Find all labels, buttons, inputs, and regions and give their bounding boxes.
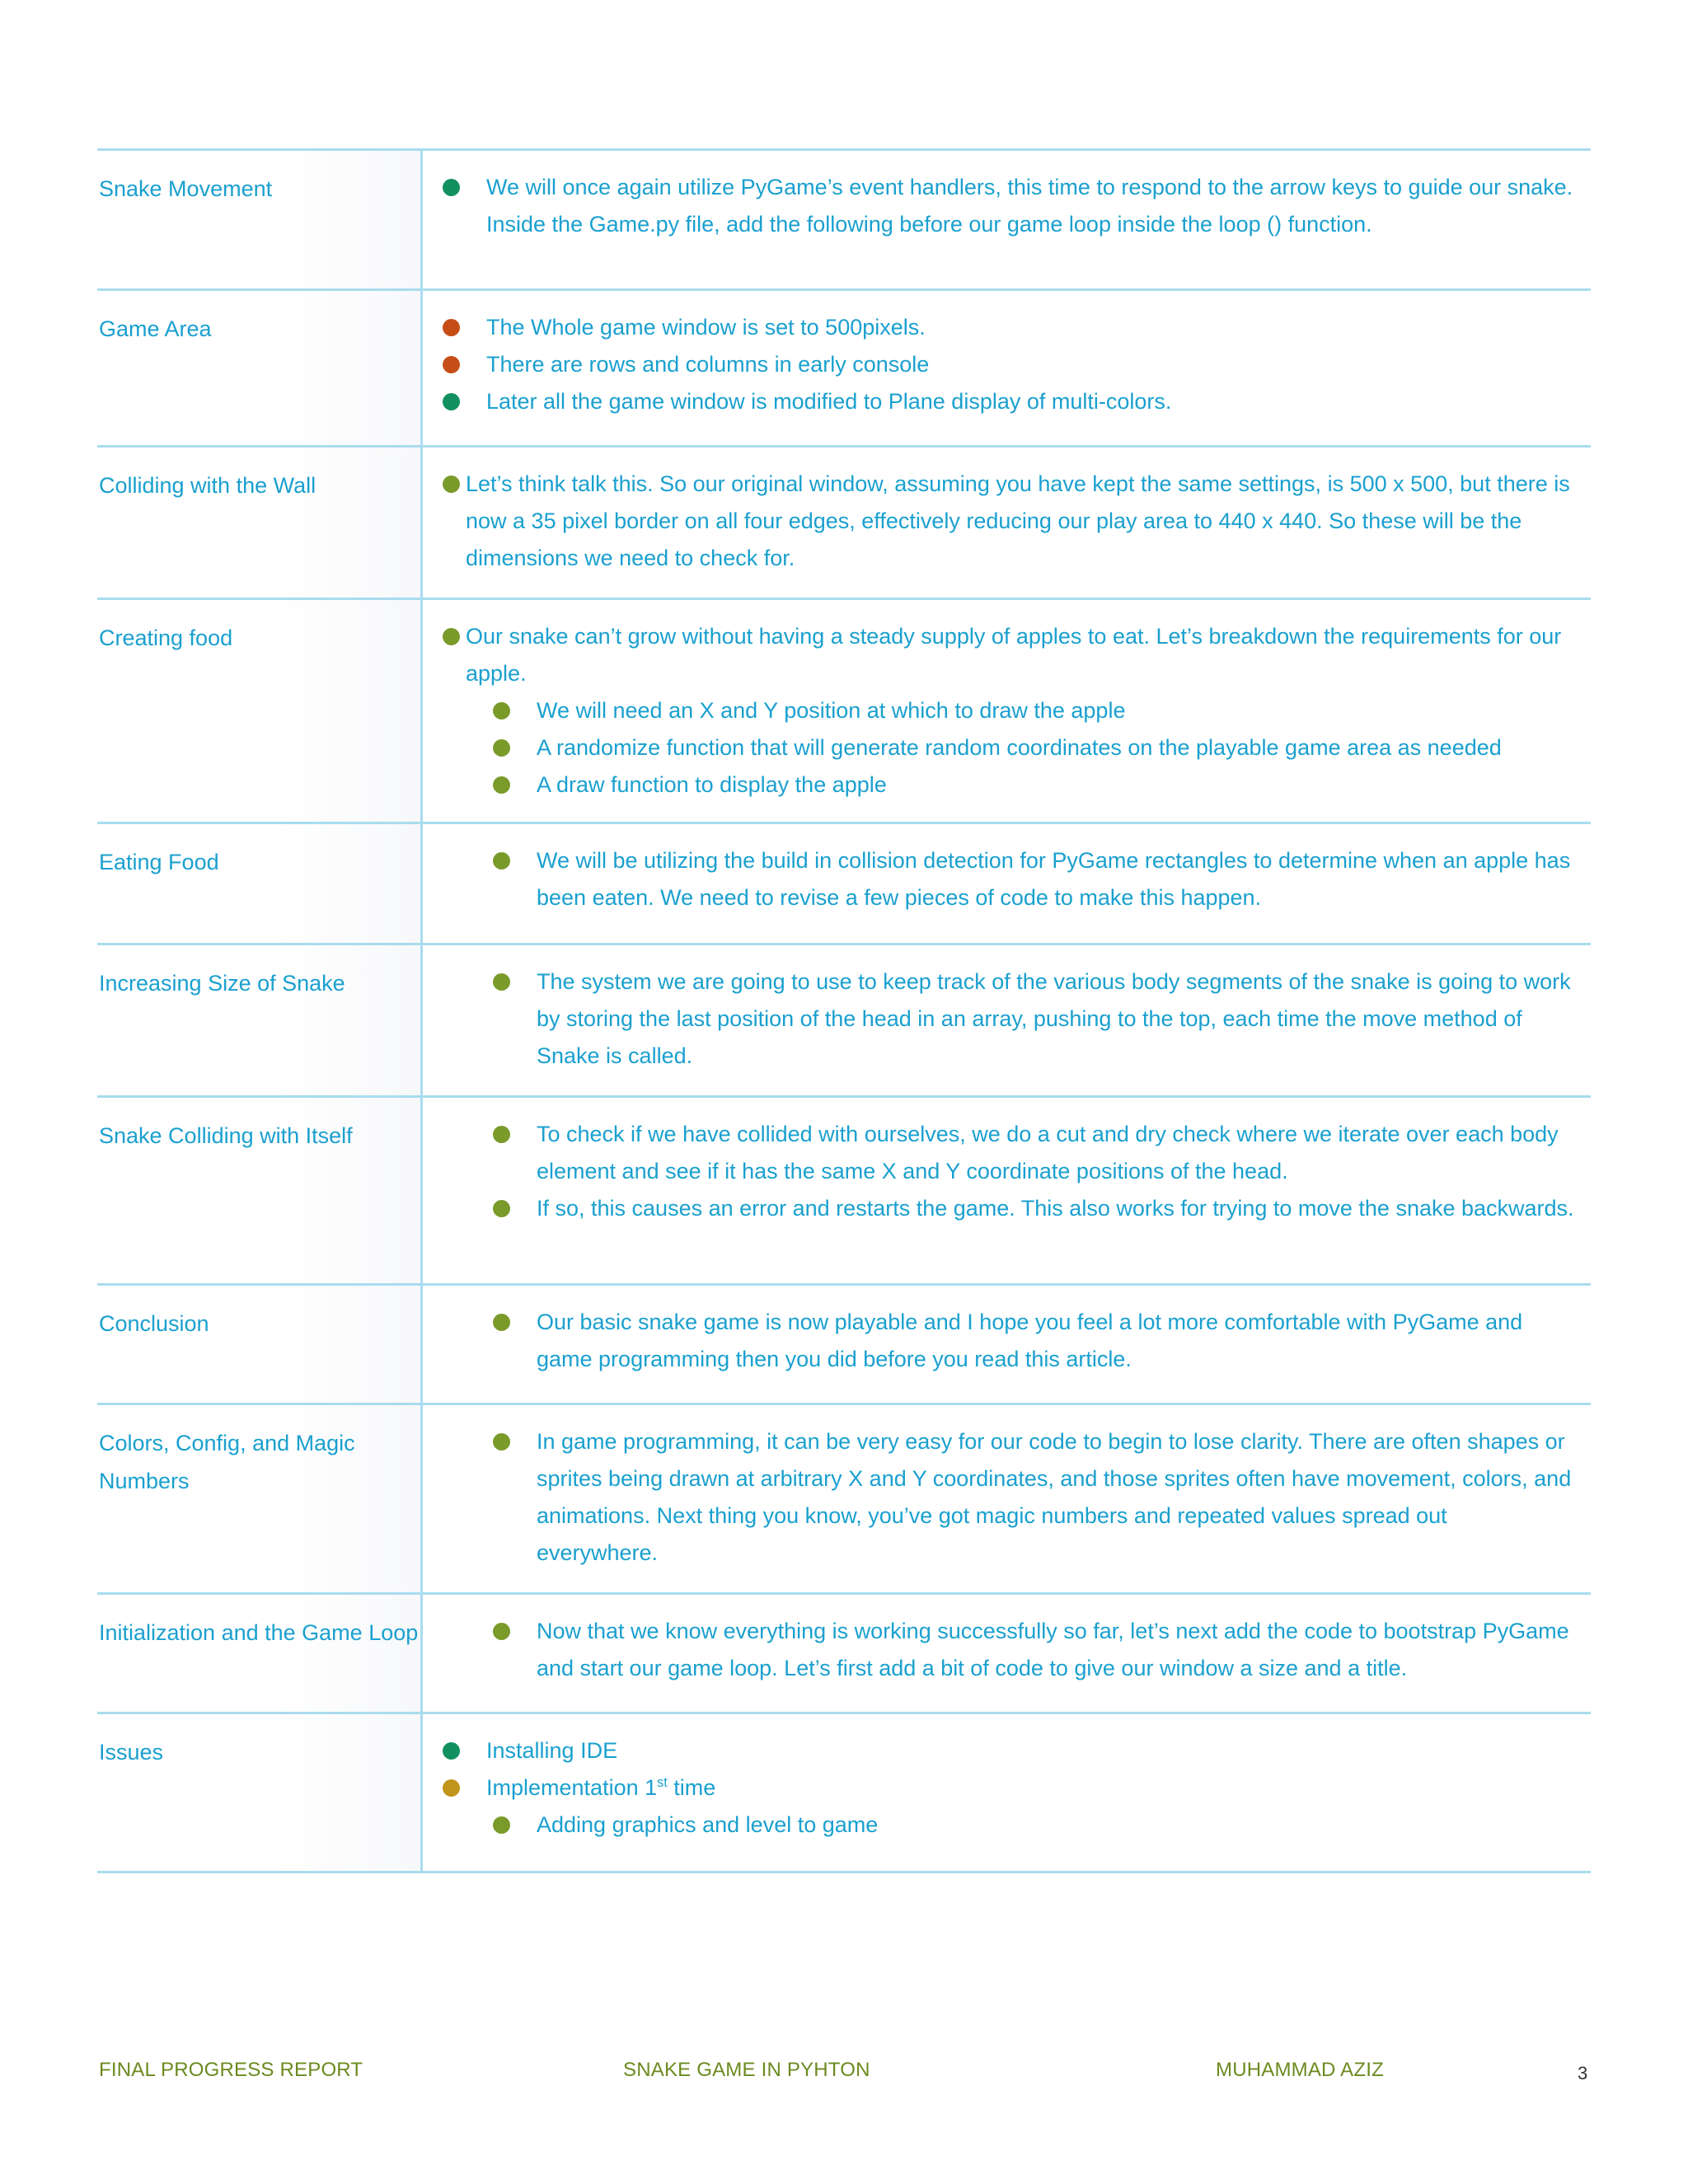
list-item [423,618,1574,692]
row-content [422,823,1592,944]
bullet-list [423,618,1574,804]
row-topic: Snake Movement [97,150,422,290]
row-content [422,599,1592,823]
row-topic: Creating food [97,599,422,823]
list-item-text: Now that we know everything is working successfully so far, let’s next add the code to bootstrap PyGame and start our game loop. Let’s first add a bit of code to give our window a size and a title. [537,1619,1569,1680]
bullet-dot-icon [443,1779,460,1797]
bullet-dot-icon [493,1314,510,1331]
row-content [422,1404,1592,1594]
list-item [423,842,1574,916]
table-row [97,1594,1591,1713]
row-content [422,1594,1592,1713]
row-topic: Game Area [97,290,422,447]
bullet-list [423,1116,1574,1227]
page-number: 3 [1578,2063,1588,2083]
row-content [422,150,1592,290]
list-item [423,1304,1574,1378]
bullet-list [423,963,1574,1075]
list-item-text: The Whole game window is set to 500pixels. [486,315,926,340]
row-topic: Eating Food [97,823,422,944]
list-item-text: If so, this causes an error and restarts the game. This also works for trying to move the snake backwards. [537,1196,1574,1221]
row-content [422,1285,1592,1404]
bullet-list [423,169,1574,243]
footer-report-title: FINAL PROGRESS REPORT [99,2059,363,2081]
list-item-text: We will once again utilize PyGame’s event handlers, this time to respond to the arrow keys to guide our snake. Inside the Game.py file, add the following before our game loop inside the loop () function. [486,175,1573,237]
bullet-list [423,1613,1574,1687]
row-topic: Issues [97,1713,422,1872]
list-item [423,729,1574,766]
bullet-dot-icon [493,702,510,719]
list-item [423,309,1574,346]
bullet-list [423,1304,1574,1378]
list-item [423,383,1574,420]
row-content [422,290,1592,447]
table-row [97,150,1591,290]
list-item-text: A draw function to display the apple [537,772,887,797]
list-item [423,692,1574,729]
list-item-text: In game programming, it can be very easy for our code to begin to lose clarity. There are often shapes or sprites being drawn at arbitrary X and Y coordinates, and those sprites often have movement, colors, and animations. Next thing you know, you’ve got magic numbers and repeated values spread out everywhere. [537,1429,1572,1565]
progress-table [97,148,1591,1873]
list-item [423,466,1574,577]
row-topic: Colliding with the Wall [97,447,422,599]
bullet-list [423,466,1574,577]
row-topic: Increasing Size of Snake [97,944,422,1097]
list-item-text: We will need an X and Y position at which to draw the apple [537,698,1126,723]
bullet-list [423,309,1574,420]
list-item-text: Adding graphics and level to game [537,1812,879,1837]
bullet-dot-icon [443,393,460,410]
list-item-text: There are rows and columns in early console [486,352,930,377]
ordinal-superscript: st [657,1775,668,1790]
bullet-dot-icon [493,776,510,794]
list-item [423,1423,1574,1572]
list-item [423,1190,1574,1227]
list-item-text: Let’s think talk this. So our original window, assuming you have kept the same settings, is 500 x 500, but there is now a 35 pixel border on all four edges, effectively reducing our play area to 440 x 440. So these will be the dimensions we need to check for. [466,471,1570,570]
bullet-dot-icon [493,1816,510,1834]
bullet-dot-icon [493,973,510,991]
list-item [423,963,1574,1075]
list-item-text: Implementation 1 [486,1775,658,1800]
list-item-text: A randomize function that will generate random coordinates on the playable game area as needed [537,735,1502,760]
list-item [423,346,1574,383]
list-item [423,1613,1574,1687]
bullet-list [423,1423,1574,1572]
bullet-list [423,1732,1574,1844]
bullet-dot-icon [493,1433,510,1451]
row-topic: Colors, Config, and Magic Numbers [97,1404,422,1594]
bullet-dot-icon [443,179,460,196]
list-item [423,1116,1574,1190]
list-item [423,1807,1574,1844]
list-item [423,766,1574,804]
list-item-text-suffix: time [667,1775,716,1800]
list-item-text: The system we are going to use to keep track of the various body segments of the snake is going to work by storing the last position of the head in an array, pushing to the top, each time the move method of Snake is called. [537,969,1571,1068]
row-content [422,1097,1592,1285]
table-row [97,1097,1591,1285]
list-item [423,169,1574,243]
bullet-dot-icon [493,1126,510,1143]
table-row [97,599,1591,823]
bullet-dot-icon [493,1200,510,1217]
table-row [97,823,1591,944]
list-item-text: Later all the game window is modified to Plane display of multi-colors. [486,389,1172,414]
list-item-text: Our snake can’t grow without having a steady supply of apples to eat. Let’s breakdown the requirements for our apple. [466,624,1562,686]
table-row [97,447,1591,599]
table-row [97,1404,1591,1594]
footer-project-title: SNAKE GAME IN PYHTON [623,2059,870,2081]
table-row [97,944,1591,1097]
list-item-text: Our basic snake game is now playable and I hope you feel a lot more comfortable with PyGame and game programming then you did before you read this article. [537,1310,1523,1371]
bullet-dot-icon [493,1623,510,1640]
bullet-dot-icon [493,739,510,757]
row-content [422,447,1592,599]
progress-table-body [97,150,1591,1872]
row-content [422,1713,1592,1872]
list-item-text: To check if we have collided with ourselves, we do a cut and dry check where we iterate over each body element and see if it has the same X and Y coordinate positions of the head. [537,1122,1559,1183]
list-item [423,1769,1574,1807]
row-topic: Conclusion [97,1285,422,1404]
list-item [423,1732,1574,1769]
row-topic: Snake Colliding with Itself [97,1097,422,1285]
bullet-dot-icon [443,628,460,645]
bullet-dot-icon [443,1742,460,1760]
bullet-dot-icon [493,852,510,869]
row-content [422,944,1592,1097]
bullet-dot-icon [443,319,460,336]
list-item-text: Installing IDE [486,1738,618,1763]
table-row [97,290,1591,447]
bullet-dot-icon [443,356,460,373]
list-item-text: We will be utilizing the build in collision detection for PyGame rectangles to determine when an apple has been eaten. We need to revise a few pieces of code to make this happen. [537,848,1571,910]
table-row [97,1285,1591,1404]
row-topic: Initialization and the Game Loop [97,1594,422,1713]
bullet-dot-icon [443,476,460,493]
table-row [97,1713,1591,1872]
bullet-list [423,842,1574,916]
footer-author: MUHAMMAD AZIZ [1216,2059,1384,2081]
